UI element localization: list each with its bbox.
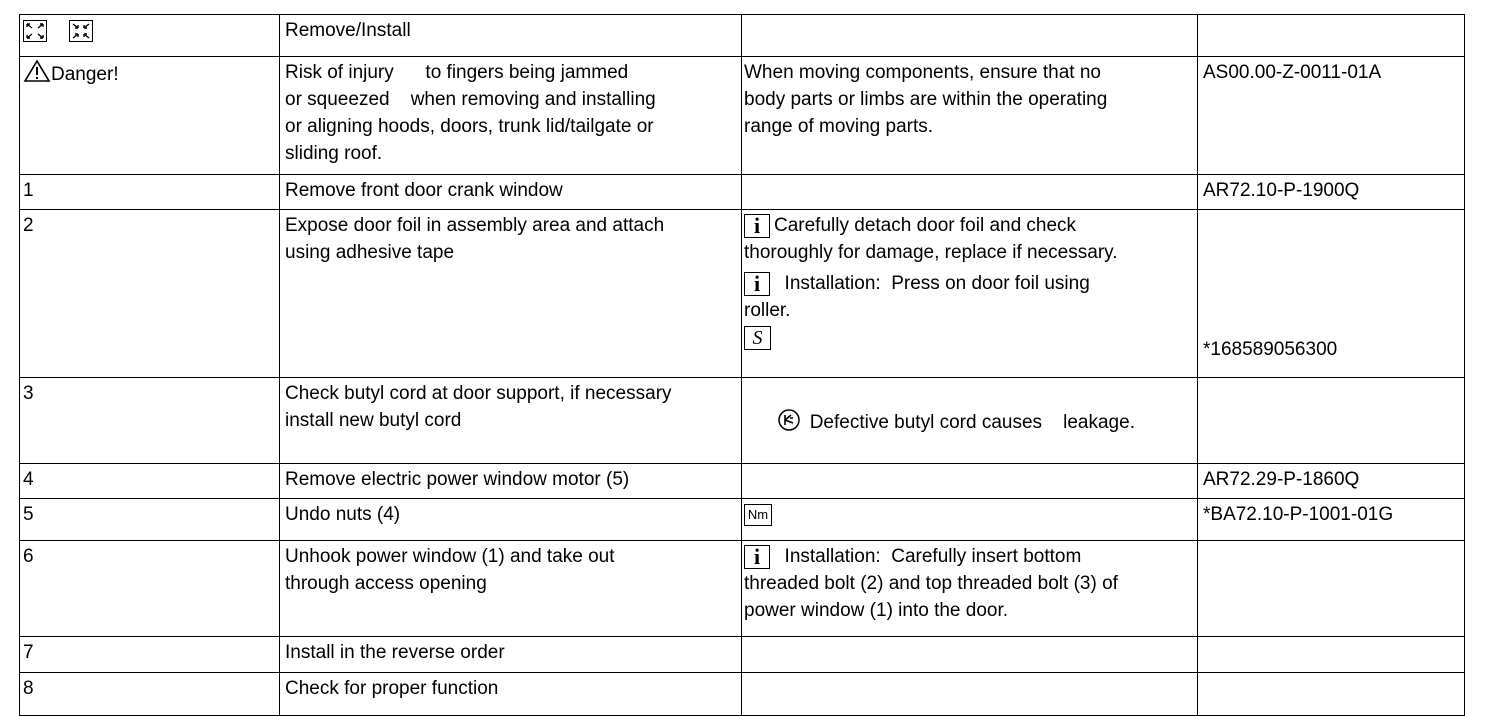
- header-title: Remove/Install: [280, 15, 742, 57]
- step-number: 2: [20, 210, 280, 378]
- danger-ref: AS00.00-Z-0011-01A: [1198, 57, 1465, 175]
- table-row: [20, 210, 1465, 378]
- table-row: [20, 673, 1465, 716]
- step-number: 1: [20, 175, 280, 210]
- step-notes: [742, 499, 1198, 541]
- table-row: [20, 499, 1465, 541]
- step-number: 7: [20, 637, 280, 673]
- danger-label: Danger!: [51, 64, 119, 85]
- table-row: [20, 464, 1465, 499]
- remove-icon: [23, 20, 47, 42]
- step-notes: i Carefully detach door foil and check thoroughly for damage, replace if necessary. i Installation: Press on door foil using roller. S: [742, 210, 1198, 378]
- danger-risk: Risk of injury to fingers being jammed or squeezed when removing and installing or aligning hoods, doors, trunk lid/tailgate or sliding roof.: [280, 57, 742, 175]
- step-text: Install in the reverse order: [280, 637, 742, 673]
- info-icon: i: [744, 545, 770, 569]
- step-text: Unhook power window (1) and take out through access opening: [280, 541, 742, 637]
- procedure-table: [19, 14, 1465, 716]
- step-notes: i Installation: Carefully insert bottom threaded bolt (2) and top threaded bolt (3) of power window (1) into the door.: [742, 541, 1198, 637]
- step-notes: Defective butyl cord causes leakage.: [742, 378, 1198, 464]
- environment-note-icon: [776, 407, 802, 433]
- warning-triangle-icon: [23, 59, 51, 83]
- install-icon: [69, 20, 93, 42]
- step-text: Check butyl cord at door support, if necessary install new butyl cord: [280, 378, 742, 464]
- step-text: Remove electric power window motor (5): [280, 464, 742, 499]
- step-ref: *168589056300: [1198, 210, 1465, 378]
- info-icon: i: [744, 214, 770, 238]
- step-number: 3: [20, 378, 280, 464]
- step-number: 4: [20, 464, 280, 499]
- step-text: Undo nuts (4): [280, 499, 742, 541]
- step-ref: *BA72.10-P-1001-01G: [1198, 499, 1465, 541]
- step-text: Expose door foil in assembly area and attach using adhesive tape: [280, 210, 742, 378]
- danger-measure: When moving components, ensure that no body parts or limbs are within the operating range of moving parts.: [742, 57, 1198, 175]
- step-text: Check for proper function: [280, 673, 742, 716]
- step-number: 5: [20, 499, 280, 541]
- step-ref: AR72.29-P-1860Q: [1198, 464, 1465, 499]
- header-row: [20, 15, 1465, 57]
- info-icon: i: [744, 272, 770, 296]
- table-row: [20, 637, 1465, 673]
- danger-cell: [20, 57, 280, 175]
- step-ref: AR72.10-P-1900Q: [1198, 175, 1465, 210]
- table-row: [20, 541, 1465, 637]
- step-number: 8: [20, 673, 280, 716]
- table-row: [20, 378, 1465, 464]
- header-icons-cell: [20, 15, 280, 57]
- table-row: [20, 175, 1465, 210]
- special-tool-icon: S: [744, 326, 771, 350]
- step-text: Remove front door crank window: [280, 175, 742, 210]
- danger-row: [20, 57, 1465, 175]
- step-number: 6: [20, 541, 280, 637]
- torque-icon: Nm: [744, 504, 772, 526]
